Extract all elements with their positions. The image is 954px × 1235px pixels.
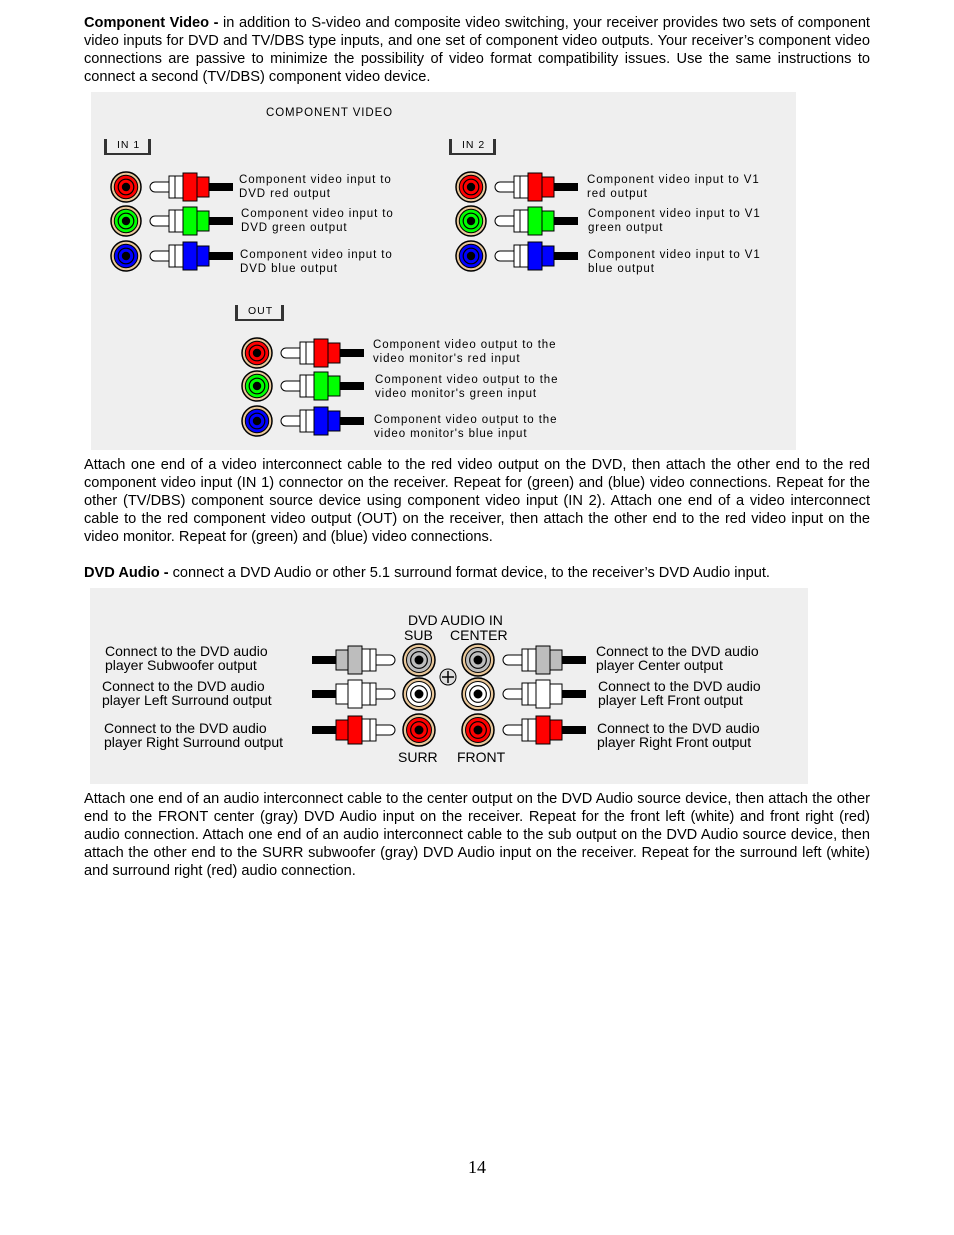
right-front-label: Connect to the DVD audio player Right Front output	[597, 720, 760, 750]
right-surround-jack	[403, 714, 435, 746]
right-front-plug	[503, 716, 586, 744]
component-video-intro: Component Video - in addition to S-video and composite video switching, your receiver provides two sets of component video inputs for DVD and TV/DBS type inputs, and one set of component video outputs. Your receiver’s component video connections are passive to minimize the possibility of video format compatibility issues. Use the same instructions to connect a second (TV/DBS) component video device.	[84, 15, 870, 85]
out-tag: OUT	[235, 305, 284, 321]
left-front-plug	[503, 680, 586, 708]
out-green-label: Component video output to the video monitor's green input	[375, 374, 559, 400]
left-surround-plug	[312, 680, 395, 708]
dvd-audio-title: DVD AUDIO IN	[408, 612, 503, 628]
center-label: Connect to the DVD audio player Center output	[596, 643, 759, 673]
sub-plug	[312, 646, 395, 674]
dvd-audio-heading: DVD Audio -	[84, 565, 169, 581]
right-front-jack	[462, 714, 494, 746]
center-plug	[503, 646, 586, 674]
right-surround-label: Connect to the DVD audio player Right Surround output	[104, 720, 283, 750]
left-front-jack	[462, 678, 494, 710]
col-center-label: CENTER	[450, 627, 508, 643]
sub-jack	[403, 644, 435, 676]
in1-red-label: Component video input to DVD red output	[239, 174, 392, 200]
sub-label: Connect to the DVD audio player Subwoofer output	[105, 643, 268, 673]
page-number: 14	[468, 1157, 486, 1177]
left-surround-jack	[403, 678, 435, 710]
component-video-heading: Component Video -	[84, 15, 219, 31]
in2-red-label: Component video input to V1 red output	[587, 174, 760, 200]
in2-tag: IN 2	[449, 139, 496, 155]
center-jack	[462, 644, 494, 676]
dvd-audio-intro: DVD Audio - connect a DVD Audio or other 5.1 surround format device, to the receiver’s DVD Audio input.	[84, 565, 770, 581]
in2-green-label: Component video input to V1 green output	[588, 208, 761, 234]
right-surround-plug	[312, 716, 395, 744]
dvd-audio-instructions: Attach one end of an audio interconnect cable to the center output on the DVD Audio source device, then attach the other end to the FRONT center (gray) DVD Audio input on the receiver. Repeat for the front left (white) and front right (red) audio connection. Attach one end of an audio interconnect cable to the sub output on the DVD Audio source device, then attach the other end to the SURR subwoofer (gray) DVD Audio input on the receiver. Repeat for the surround left (white) and surround right (red) audio connection.	[84, 791, 870, 879]
component-video-instructions: Attach one end of a video interconnect cable to the red video output on the DVD, then attach the other end to the red component video input (IN 1) connector on the receiver. Repeat for (green) and (blue) video connections. Repeat for the other (TV/DBS) component source device using component video input (IN 2). Attach one end of a video interconnect cable to the red component video output (OUT) on the receiver, then attach the other end to the red video input on the video monitor. Repeat for (green) and (blue) video connections.	[84, 457, 870, 545]
out-blue-label: Component video output to the video monitor's blue input	[374, 414, 558, 440]
left-surround-label: Connect to the DVD audio player Left Surround output	[102, 678, 272, 708]
in1-blue-label: Component video input to DVD blue output	[240, 249, 393, 275]
in1-tag: IN 1	[104, 139, 151, 155]
col-sub-label: SUB	[404, 627, 433, 643]
col-surr-label: SURR	[398, 749, 438, 765]
in1-green-label: Component video input to DVD green output	[241, 208, 394, 234]
component-video-title: COMPONENT VIDEO	[266, 107, 394, 119]
out-red-label: Component video output to the video monitor's red input	[373, 339, 557, 365]
ground-screw-icon	[440, 669, 456, 685]
left-front-label: Connect to the DVD audio player Left Front output	[598, 678, 761, 708]
in2-blue-label: Component video input to V1 blue output	[588, 249, 761, 275]
col-front-label: FRONT	[457, 749, 506, 765]
